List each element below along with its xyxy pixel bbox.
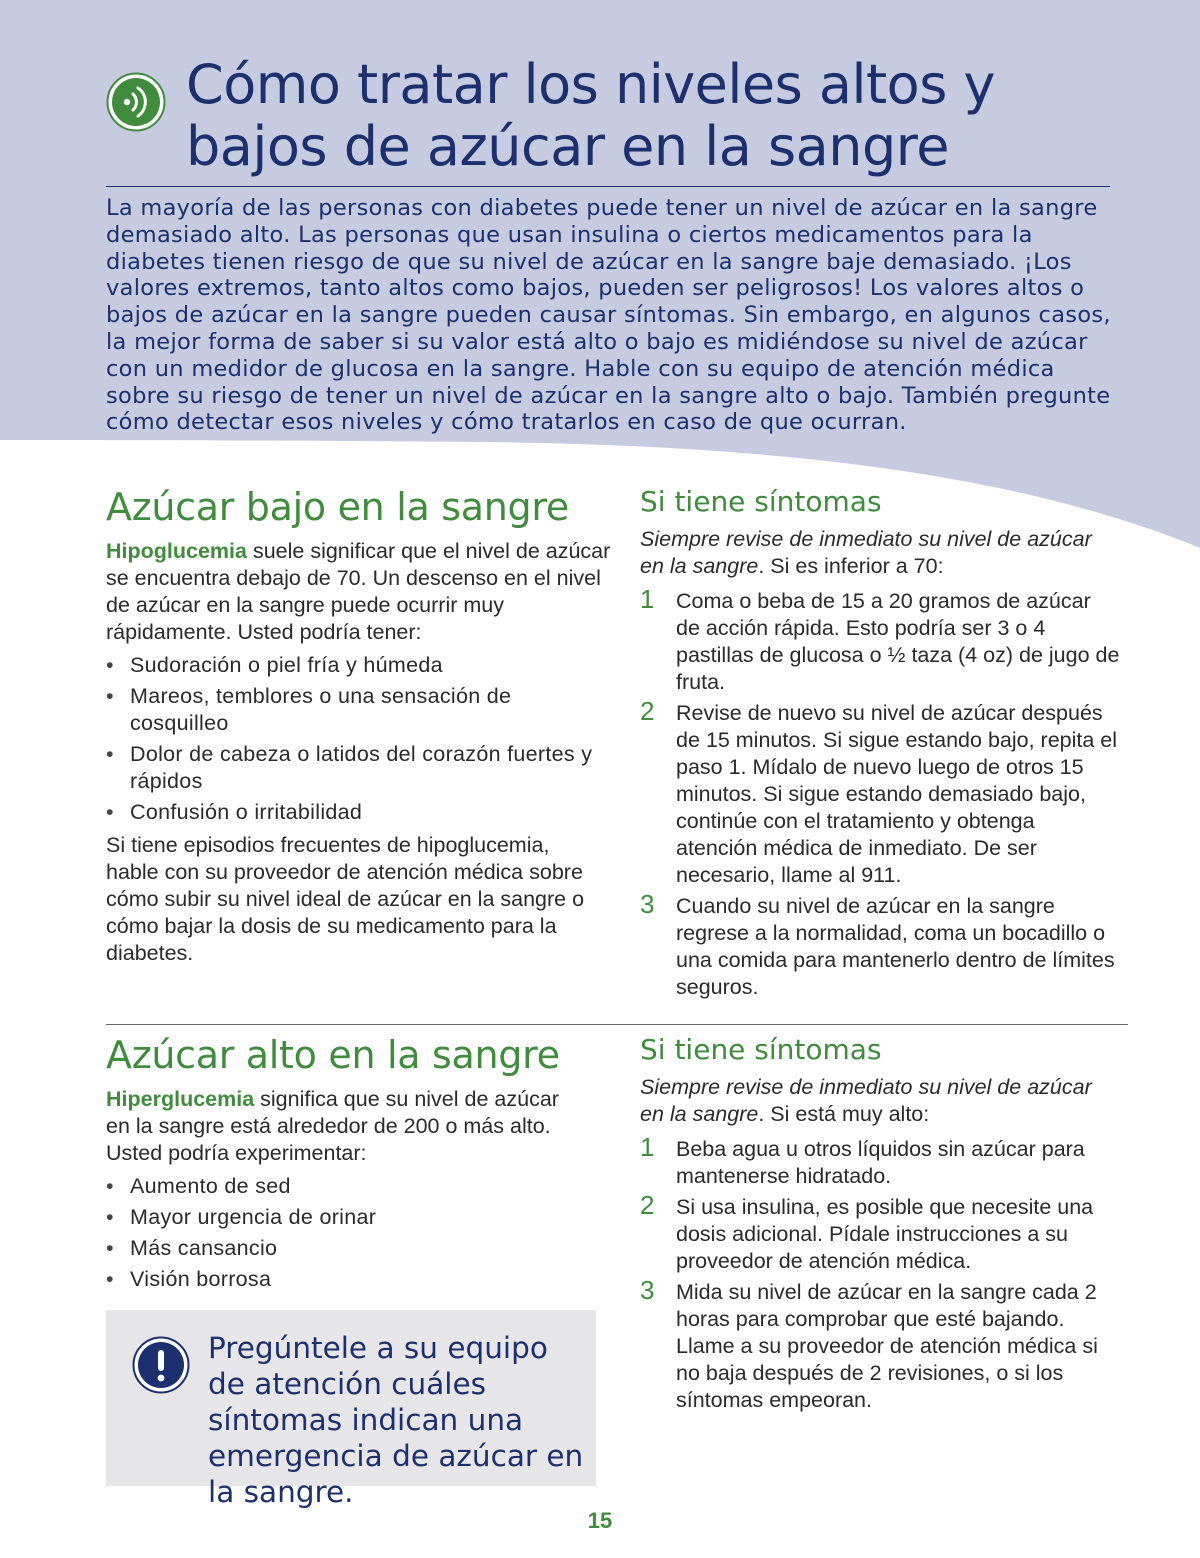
- list-item: • Sudoración o piel fría y húmeda: [106, 652, 616, 679]
- list-item: 1 Coma o beba de 15 a 20 gramos de azúcar de acción rápida. Esto podría ser 3 o 4 pastillas de glucosa o ½ taza (4 oz) de jugo de fruta.: [640, 584, 1120, 694]
- list-item: 2 Revise de nuevo su nivel de azúcar después de 15 minutos. Si sigue estando bajo, repita el paso 1. Mídalo de nuevo luego de otros 15 minutos. Si sigue estando demasiado bajo, continúe con el tratamiento y obtenga atención médica de inmediato. De ser necesario, llame al 911.: [640, 696, 1118, 887]
- callout-text: Pregúntele a su equipo de atención cuáles síntomas indican una emergencia de azúcar en la sangre.: [208, 1331, 584, 1509]
- list-item: 1 Beba agua u otros líquidos sin azúcar para mantenerse hidratado.: [640, 1132, 1085, 1188]
- emergency-callout: [106, 1310, 596, 1509]
- list-item: 3 Mida su nivel de azúcar en la sangre cada 2 horas para comprobar que esté bajando. Llame a su proveedor de atención médica si no baja después de 2 revisiones, o si los síntomas empeoran.: [640, 1275, 1098, 1412]
- page-title: Cómo tratar los niveles altos y bajos de azúcar en la sangre: [186, 53, 995, 178]
- list-item: • Confusión o irritabilidad: [106, 799, 616, 826]
- high-sugar-title: Azúcar alto en la sangre: [106, 1033, 560, 1077]
- list-item: • Aumento de sed: [106, 1173, 616, 1200]
- list-item: • Más cansancio: [106, 1235, 616, 1262]
- list-item: • Visión borrosa: [106, 1266, 616, 1293]
- list-item: 2 Si usa insulina, es posible que necesite una dosis adicional. Pídale instrucciones a su proveedor de atención médica.: [640, 1190, 1094, 1273]
- list-item: • Mayor urgencia de orinar: [106, 1204, 616, 1231]
- low-sugar-section: [106, 484, 616, 967]
- high-sugar-steps-intro: Siempre revise de inmediato su nivel de azúcar en la sangre. Si está muy alto:: [640, 1075, 1092, 1126]
- high-sugar-section: [106, 1032, 616, 1299]
- low-sugar-steps-intro: Siempre revise de inmediato su nivel de azúcar en la sangre. Si es inferior a 70:: [640, 527, 1092, 578]
- low-sugar-note: Si tiene episodios frecuentes de hipoglucemia, hable con su proveedor de atención médica sobre cómo subir su nivel ideal de azúcar en la sangre o cómo bajar la dosis de su medicamento para la diabetes.: [106, 833, 585, 965]
- intro-paragraph: La mayoría de las personas con diabetes puede tener un nivel de azúcar en la sangre demasiado alto. Las personas que usan insulina o ciertos medicamentos para la diabetes tienen riesgo de que su nivel de azúcar en la sangre baje demasiado. ¡Los valores extremos, tanto altos como bajos, pueden ser peligrosos! Los valores altos o bajos de azúcar en la sangre pueden causar síntomas. Sin embargo, en algunos casos, la mejor forma de saber si su valor está alto o bajo es midiéndose su nivel de azúcar con un medidor de glucosa en la sangre. Hable con su equipo de atención médica sobre su riesgo de tener un nivel de azúcar en la sangre alto o bajo. También pregunte cómo detectar esos niveles y cómo tratarlos en caso de que ocurran.: [106, 195, 1111, 436]
- list-item: • Mareos, temblores o una sensación de cosquilleo: [106, 683, 616, 737]
- title-divider: [106, 186, 1110, 187]
- low-sugar-description: Hipoglucemia suele significar que el nivel de azúcar se encuentra debajo de 70. Un descenso en el nivel de azúcar en la sangre puede ocurrir muy rápidamente. Usted podría tener:: [106, 539, 611, 644]
- low-sugar-symptoms: [106, 652, 616, 826]
- high-sugar-term: Hiperglucemia: [106, 1087, 255, 1111]
- exclamation-icon: [132, 1336, 190, 1394]
- low-sugar-steps-title: Si tiene síntomas: [640, 485, 882, 518]
- page-number: 15: [587, 1508, 613, 1533]
- audio-icon[interactable]: [106, 72, 166, 132]
- high-sugar-steps-section: [640, 1032, 1120, 1418]
- low-sugar-term: Hipoglucemia: [106, 539, 247, 563]
- high-sugar-description: Hiperglucemia significa que su nivel de azúcar en la sangre está alrededor de 200 o más alto. Usted podría experimentar:: [106, 1087, 559, 1165]
- section-divider: [106, 1024, 1128, 1025]
- high-sugar-symptoms: [106, 1173, 616, 1293]
- high-sugar-steps-title: Si tiene síntomas: [640, 1033, 882, 1066]
- low-sugar-steps-section: [640, 484, 1120, 1005]
- low-sugar-title: Azúcar bajo en la sangre: [106, 485, 569, 529]
- low-sugar-steps: [640, 584, 1120, 1001]
- list-item: • Dolor de cabeza o latidos del corazón fuertes y rápidos: [106, 741, 616, 795]
- list-item: 3 Cuando su nivel de azúcar en la sangre regrese a la normalidad, coma un bocadillo o una comida para mantenerlo dentro de límites seguros.: [640, 889, 1115, 999]
- high-sugar-steps: [640, 1132, 1120, 1414]
